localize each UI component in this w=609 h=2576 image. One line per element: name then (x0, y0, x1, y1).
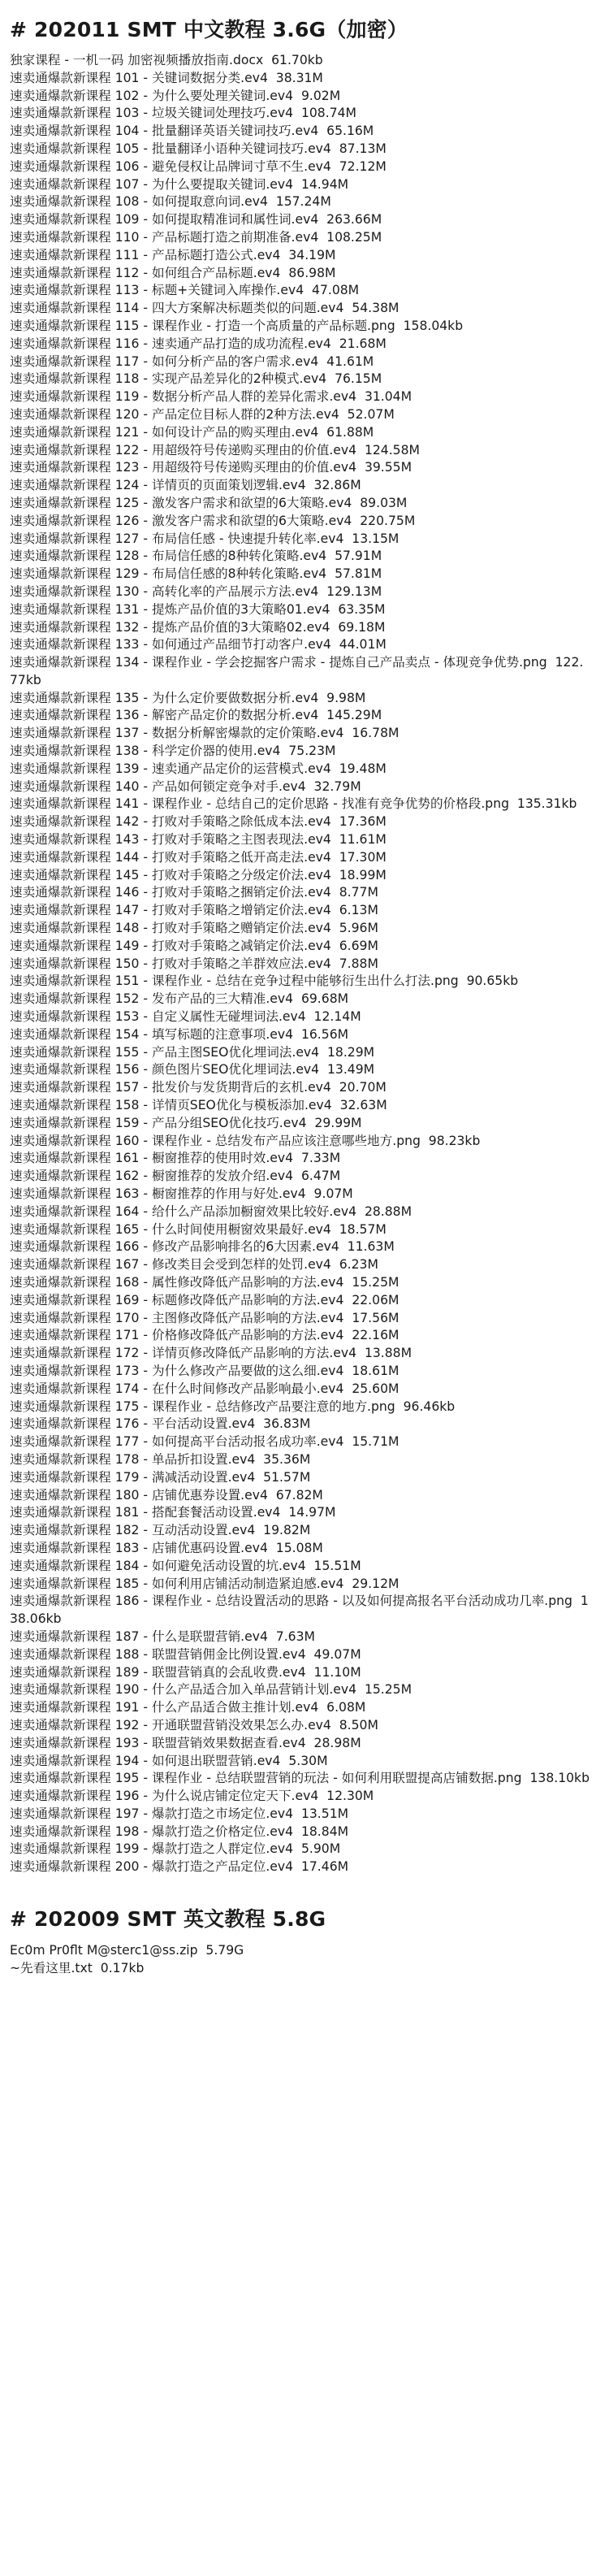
file-list-item: 速卖通爆款新课程 137 - 数据分析解密爆款的定价策略.ev4 16.78M (10, 726, 400, 741)
file-list-item: 速卖通爆款新课程 189 - 联盟营销真的会乱收费.ev4 11.10M (10, 1664, 361, 1680)
file-list-item: 速卖通爆款新课程 115 - 课程作业 - 打造一个高质量的产品标题.png 158.04kb (10, 318, 464, 333)
file-list-item: 速卖通爆款新课程 161 - 橱窗推荐的使用时效.ev4 7.33M (10, 1151, 341, 1166)
file-list-item: 速卖通爆款新课程 114 - 四大方案解决标题类似的问题.ev4 54.38M (10, 301, 400, 316)
file-list-item: 速卖通爆款新课程 180 - 店铺优惠券设置.ev4 67.82M (10, 1487, 323, 1503)
file-list-item: 速卖通爆款新课程 112 - 如何组合产品标题.ev4 86.98M (10, 265, 336, 280)
file-list-item: 速卖通爆款新课程 182 - 互动活动设置.ev4 19.82M (10, 1523, 311, 1538)
file-list-item: 速卖通爆款新课程 175 - 课程作业 - 总结修改产品要注意的地方.png 96.46kb (10, 1399, 456, 1414)
file-list-item: 速卖通爆款新课程 119 - 数据分析产品人群的差异化需求.ev4 31.04M (10, 389, 412, 405)
file-list-item: 速卖通爆款新课程 147 - 打败对手策略之增销定价法.ev4 6.13M (10, 903, 378, 918)
file-list-item: 速卖通爆款新课程 122 - 用超级符号传递购买理由的价值.ev4 124.58M (10, 442, 420, 458)
file-list-item: 速卖通爆款新课程 101 - 关键词数据分类.ev4 38.31M (10, 70, 323, 85)
file-list-item: 速卖通爆款新课程 106 - 避免侵权让品牌词寸草不生.ev4 72.12M (10, 158, 387, 174)
file-list-item: Ec0m Pr0flt M@sterc1@ss.zip 5.79G (10, 1943, 244, 1958)
file-list (10, 1941, 591, 1977)
file-list-item: 速卖通爆款新课程 108 - 如何提取意向词.ev4 157.24M (10, 194, 331, 210)
file-list-item: 速卖通爆款新课程 111 - 产品标题打造公式.ev4 34.19M (10, 247, 336, 262)
file-list-item: 速卖通爆款新课程 154 - 填写标题的注意事项.ev4 16.56M (10, 1026, 349, 1042)
file-list-item: 速卖通爆款新课程 142 - 打败对手策略之除低成本法.ev4 17.36M (10, 814, 387, 830)
file-list-item: 速卖通爆款新课程 152 - 发布产品的三大精准.ev4 69.68M (10, 991, 349, 1007)
file-list-item: 速卖通爆款新课程 156 - 颜色图片SEO优化埋词法.ev4 13.49M (10, 1062, 375, 1078)
file-list-item: 速卖通爆款新课程 136 - 解密产品定价的数据分析.ev4 145.29M (10, 708, 382, 723)
file-list-item: 速卖通爆款新课程 173 - 为什么修改产品要做的这么细.ev4 18.61M (10, 1363, 400, 1378)
file-list-item: 速卖通爆款新课程 121 - 如何设计产品的购买理由.ev4 61.88M (10, 424, 374, 440)
file-list-item: 速卖通爆款新课程 179 - 满减活动设置.ev4 51.57M (10, 1469, 311, 1485)
file-list-item: 速卖通爆款新课程 174 - 在什么时间修改产品影响最小.ev4 25.60M (10, 1381, 400, 1396)
file-list-item: 速卖通爆款新课程 187 - 什么是联盟营销.ev4 7.63M (10, 1628, 315, 1644)
file-list-item: 速卖通爆款新课程 102 - 为什么要处理关键词.ev4 9.02M (10, 88, 341, 103)
file-list-item: 速卖通爆款新课程 172 - 详情页修改降低产品影响的方法.ev4 13.88M (10, 1346, 412, 1361)
file-list-item: 速卖通爆款新课程 148 - 打败对手策略之赠销定价法.ev4 5.96M (10, 921, 378, 936)
file-list-item: 速卖通爆款新课程 157 - 批发价与发货期背后的玄机.ev4 20.70M (10, 1080, 387, 1095)
file-list-item: 速卖通爆款新课程 104 - 批量翻译英语关键词技巧.ev4 65.16M (10, 124, 374, 139)
file-list-item: 速卖通爆款新课程 133 - 如何通过产品细节打动客户.ev4 44.01M (10, 637, 387, 653)
file-list-item: 速卖通爆款新课程 163 - 橱窗推荐的作用与好处.ev4 9.07M (10, 1186, 353, 1201)
file-list-item: 速卖通爆款新课程 162 - 橱窗推荐的发放介绍.ev4 6.47M (10, 1169, 341, 1184)
file-list-item: 速卖通爆款新课程 120 - 产品定位目标人群的2种方法.ev4 52.07M (10, 406, 395, 422)
file-list-item: 速卖通爆款新课程 195 - 课程作业 - 总结联盟营销的玩法 - 如何利用联盟提高店铺数据.png 138.10kb (10, 1771, 590, 1786)
file-list-item: 速卖通爆款新课程 107 - 为什么要提取关键词.ev4 14.94M (10, 176, 349, 192)
file-list-item: 速卖通爆款新课程 191 - 什么产品适合做主推计划.ev4 6.08M (10, 1700, 366, 1715)
file-list-item: 速卖通爆款新课程 113 - 标题+关键词入库操作.ev4 47.08M (10, 283, 360, 298)
file-list-item: 速卖通爆款新课程 138 - 科学定价器的使用.ev4 75.23M (10, 744, 336, 759)
file-list-item: 速卖通爆款新课程 155 - 产品主图SEO优化埋词法.ev4 18.29M (10, 1044, 375, 1060)
file-list-item: 速卖通爆款新课程 129 - 布局信任感的8种转化策略.ev4 57.81M (10, 566, 382, 582)
file-list-item: 速卖通爆款新课程 109 - 如何提取精准词和属性词.ev4 263.66M (10, 212, 382, 228)
file-list-item: 速卖通爆款新课程 197 - 爆款打造之市场定位.ev4 13.51M (10, 1806, 349, 1821)
file-list-item: 速卖通爆款新课程 116 - 速卖通产品打造的成功流程.ev4 21.68M (10, 336, 387, 351)
file-list-item: 速卖通爆款新课程 166 - 修改产品影响排名的6大因素.ev4 11.63M (10, 1239, 395, 1255)
file-list-item: 速卖通爆款新课程 200 - 爆款打造之产品定位.ev4 17.46M (10, 1859, 349, 1875)
file-list-item: 速卖通爆款新课程 192 - 开通联盟营销没效果怎么办.ev4 8.50M (10, 1717, 378, 1733)
file-list-item: 速卖通爆款新课程 188 - 联盟营销佣金比例设置.ev4 49.07M (10, 1646, 361, 1662)
file-list-item: 速卖通爆款新课程 153 - 自定义属性无碰埋词法.ev4 12.14M (10, 1009, 361, 1025)
file-list-item: 速卖通爆款新课程 168 - 属性修改降低产品影响的方法.ev4 15.25M (10, 1274, 400, 1290)
file-list-item: 速卖通爆款新课程 140 - 产品如何锁定竞争对手.ev4 32.79M (10, 778, 361, 794)
file-list-item: 速卖通爆款新课程 185 - 如何利用店铺活动制造紧迫感.ev4 29.12M (10, 1576, 400, 1591)
file-list-item: ~先看这里.txt 0.17kb (10, 1961, 145, 1976)
file-list-item: 速卖通爆款新课程 169 - 标题修改降低产品影响的方法.ev4 22.06M (10, 1292, 400, 1308)
file-list-item: 速卖通爆款新课程 134 - 课程作业 - 学会挖掘客户需求 - 提炼自己产品卖点 - 体现竞争优势.png 122.77kb (10, 655, 584, 687)
section-heading: # 202011 SMT 中文教程 3.6G（加密） (10, 18, 408, 41)
file-list-item: 速卖通爆款新课程 130 - 高转化率的产品展示方法.ev4 129.13M (10, 583, 382, 599)
file-list-item: 速卖通爆款新课程 131 - 提炼产品价值的3大策略01.ev4 63.35M (10, 601, 386, 617)
file-list-item: 速卖通爆款新课程 167 - 修改类目会受到怎样的处罚.ev4 6.23M (10, 1257, 378, 1273)
file-list-item: 速卖通爆款新课程 193 - 联盟营销效果数据查看.ev4 28.98M (10, 1735, 361, 1750)
file-list-item: 速卖通爆款新课程 132 - 提炼产品价值的3大策略02.ev4 69.18M (10, 619, 386, 635)
file-list-item: 速卖通爆款新课程 165 - 什么时间使用橱窗效果最好.ev4 18.57M (10, 1221, 387, 1237)
file-list-item: 速卖通爆款新课程 149 - 打败对手策略之减销定价法.ev4 6.69M (10, 938, 378, 953)
file-list-item: 速卖通爆款新课程 164 - 给什么产品添加橱窗效果比较好.ev4 28.88M (10, 1203, 412, 1219)
file-list-item: 速卖通爆款新课程 150 - 打败对手策略之羊群效应法.ev4 7.88M (10, 956, 378, 971)
file-list-item: 速卖通爆款新课程 105 - 批量翻译小语种关键词技巧.ev4 87.13M (10, 141, 387, 156)
file-list-item: 速卖通爆款新课程 159 - 产品分组SEO优化技巧.ev4 29.99M (10, 1115, 362, 1130)
file-list-item: 速卖通爆款新课程 124 - 详情页的页面策划逻辑.ev4 32.86M (10, 478, 361, 493)
file-list-item: 速卖通爆款新课程 125 - 激发客户需求和欲望的6大策略.ev4 89.03M (10, 495, 408, 510)
file-list-item: 速卖通爆款新课程 199 - 爆款打造之人群定位.ev4 5.90M (10, 1841, 341, 1857)
file-list-item: 速卖通爆款新课程 196 - 为什么说店铺定位定天下.ev4 12.30M (10, 1789, 374, 1804)
file-list-item: 速卖通爆款新课程 176 - 平台活动设置.ev4 36.83M (10, 1416, 311, 1432)
file-list-item: 速卖通爆款新课程 103 - 垃圾关键词处理技巧.ev4 108.74M (10, 106, 356, 121)
file-list-item: 速卖通爆款新课程 127 - 布局信任感 - 快速提升转化率.ev4 13.15M (10, 531, 400, 546)
file-list-item: 速卖通爆款新课程 177 - 如何提高平台活动报名成功率.ev4 15.71M (10, 1434, 400, 1450)
file-list-item: 速卖通爆款新课程 126 - 激发客户需求和欲望的6大策略.ev4 220.75M (10, 513, 416, 528)
file-list-item: 速卖通爆款新课程 139 - 速卖通产品定价的运营模式.ev4 19.48M (10, 761, 387, 776)
file-list-item: 速卖通爆款新课程 145 - 打败对手策略之分级定价法.ev4 18.99M (10, 867, 387, 883)
file-list-item: 速卖通爆款新课程 194 - 如何退出联盟营销.ev4 5.30M (10, 1753, 328, 1768)
file-list-item: 速卖通爆款新课程 144 - 打败对手策略之低开高走法.ev4 17.30M (10, 849, 387, 865)
file-list-item: 速卖通爆款新课程 146 - 打败对手策略之捆销定价法.ev4 8.77M (10, 885, 378, 900)
file-list-item: 独家课程 - 一机一码 加密视频播放指南.docx 61.70kb (10, 53, 323, 67)
file-list-item: 速卖通爆款新课程 135 - 为什么定价要做数据分析.ev4 9.98M (10, 690, 366, 705)
file-list-item: 速卖通爆款新课程 171 - 价格修改降低产品影响的方法.ev4 22.16M (10, 1328, 400, 1343)
section-heading: # 202009 SMT 英文教程 5.8G (10, 1907, 326, 1932)
file-list (10, 52, 591, 1876)
file-list-item: 速卖通爆款新课程 141 - 课程作业 - 总结自己的定价思路 - 找准有竞争优势的价格段.png 135.31kb (10, 796, 577, 812)
file-list-item: 速卖通爆款新课程 160 - 课程作业 - 总结发布产品应该注意哪些地方.png 98.23kb (10, 1133, 481, 1148)
file-list-item: 速卖通爆款新课程 128 - 布局信任感的8种转化策略.ev4 57.91M (10, 549, 382, 564)
file-list-item: 速卖通爆款新课程 181 - 搭配套餐活动设置.ev4 14.97M (10, 1505, 336, 1520)
file-list-item: 速卖通爆款新课程 123 - 用超级符号传递购买理由的价值.ev4 39.55M (10, 460, 412, 475)
file-list-item: 速卖通爆款新课程 143 - 打败对手策略之主图表现法.ev4 11.61M (10, 832, 387, 848)
file-list-item: 速卖通爆款新课程 151 - 课程作业 - 总结在竞争过程中能够衍生出什么打法.png 90.65kb (10, 974, 519, 989)
file-list-item: 速卖通爆款新课程 178 - 单品折扣设置.ev4 35.36M (10, 1451, 311, 1467)
file-list-item: 速卖通爆款新课程 184 - 如何避免活动设置的坑.ev4 15.51M (10, 1558, 361, 1573)
file-list-item: 速卖通爆款新课程 198 - 爆款打造之价格定位.ev4 18.84M (10, 1824, 349, 1839)
file-list-item: 速卖通爆款新课程 183 - 店铺优惠码设置.ev4 15.08M (10, 1540, 323, 1555)
file-list-item: 速卖通爆款新课程 158 - 详情页SEO优化与模板添加.ev4 32.63M (10, 1098, 387, 1113)
file-list-item: 速卖通爆款新课程 117 - 如何分析产品的客户需求.ev4 41.61M (10, 353, 374, 369)
file-list-item: 速卖通爆款新课程 170 - 主图修改降低产品影响的方法.ev4 17.56M (10, 1310, 400, 1325)
file-list-item: 速卖通爆款新课程 186 - 课程作业 - 总结设置活动的思路 - 以及如何提高报名平台活动成功几率.png 138.06kb (10, 1594, 589, 1627)
file-list-item: 速卖通爆款新课程 110 - 产品标题打造之前期准备.ev4 108.25M (10, 229, 382, 245)
file-list-item: 速卖通爆款新课程 118 - 实现产品差异化的2种模式.ev4 76.15M (10, 371, 382, 387)
file-list-item: 速卖通爆款新课程 190 - 什么产品适合加入单品营销计划.ev4 15.25M (10, 1682, 412, 1698)
